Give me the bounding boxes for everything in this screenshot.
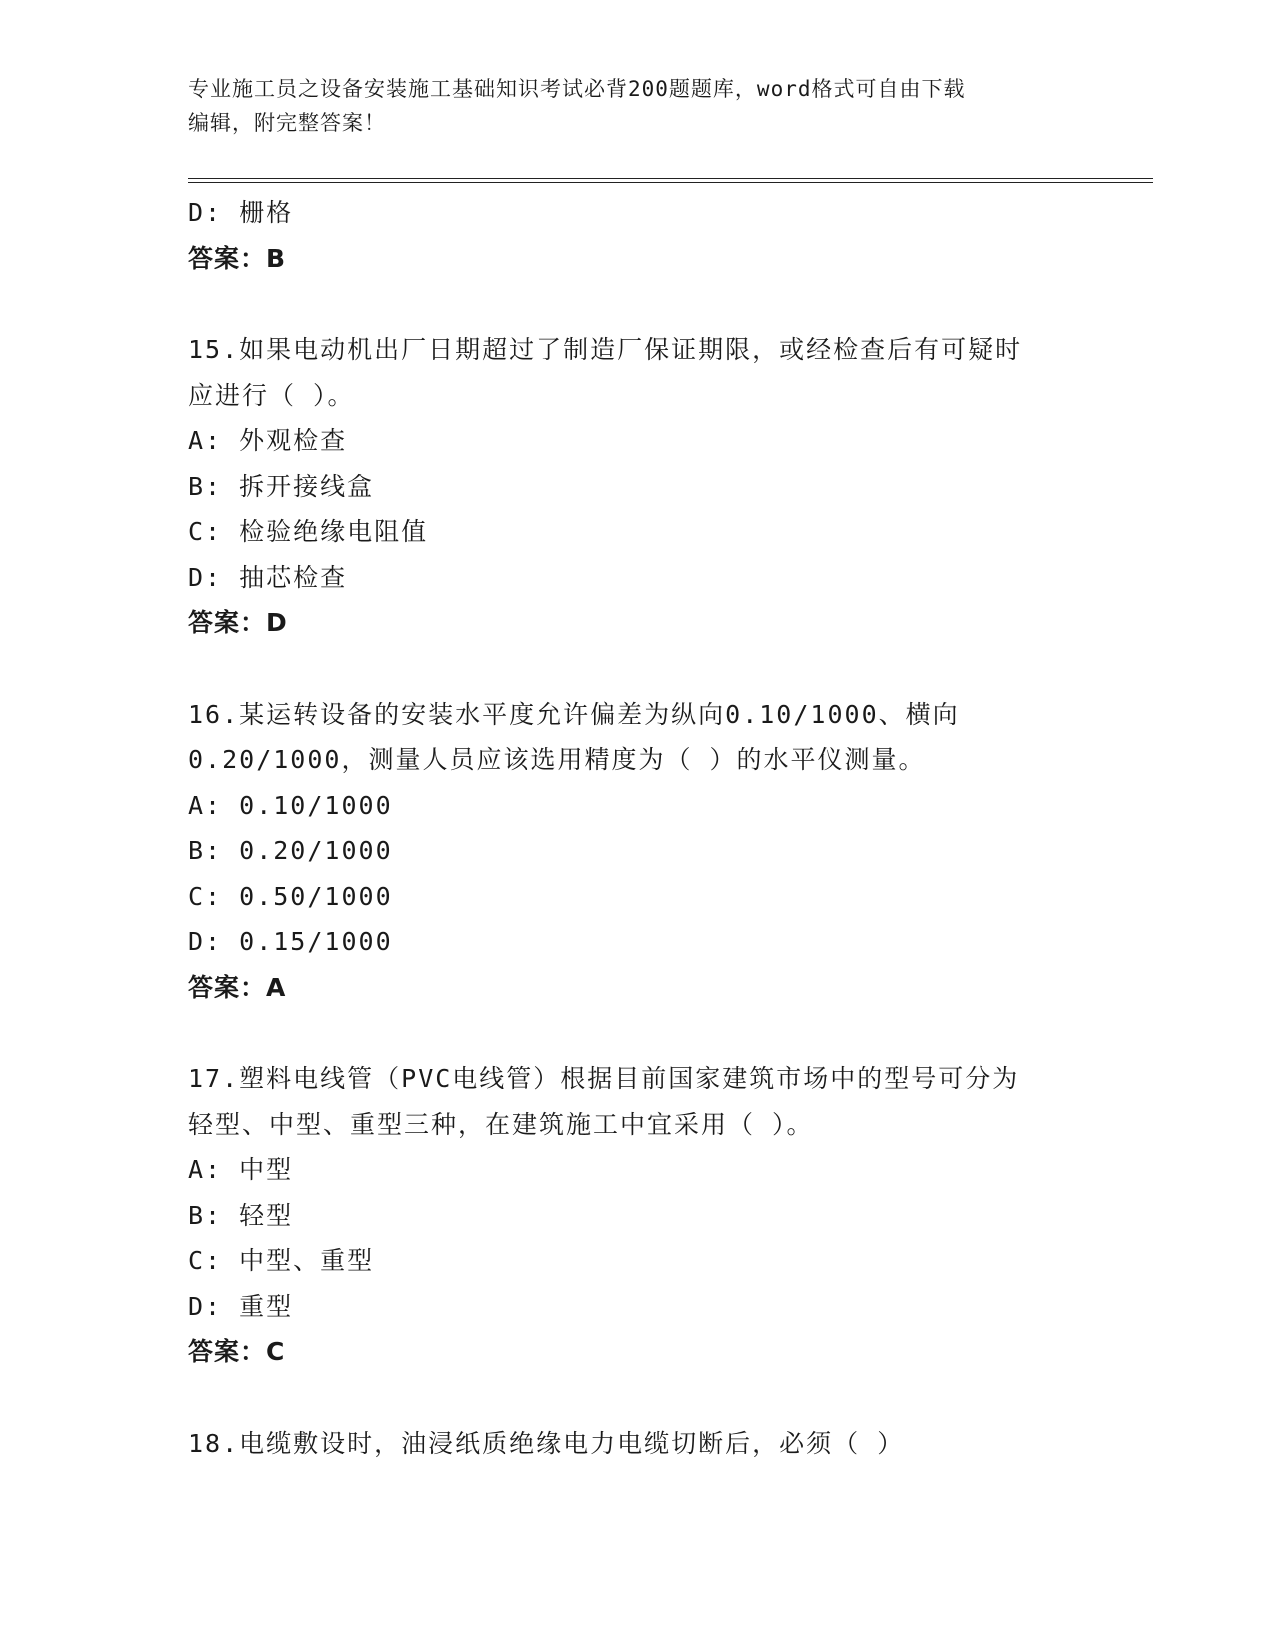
q15-option-d: D: 抽芯检查 [188,562,348,592]
q17-stem-line-2: 轻型、中型、重型三种，在建筑施工中宜采用（ ）。 [188,1109,814,1139]
q16-option-a: A: 0.10/1000 [188,790,393,820]
q14-answer: 答案：B [188,243,287,273]
header-title-line-1: 专业施工员之设备安装施工基础知识考试必背200题题库，word格式可自由下载 [188,77,966,101]
q15-option-b: B: 拆开接线盒 [188,471,375,501]
q16-option-d: D: 0.15/1000 [188,927,393,956]
q18-stem-line-1: 18.电缆敷设时，油浸纸质绝缘电力电缆切断后，必须（ ） [188,1428,905,1458]
q17-stem-line-1: 17.塑料电线管（PVC电线管）根据目前国家建筑市场中的型号可分为 [188,1064,1020,1093]
q16-answer: 答案：A [188,972,287,1002]
spacer [188,281,1153,327]
question-list [188,190,1153,1466]
q14-option-d: D: 栅格 [188,198,294,227]
q17-option-a: A: 中型 [188,1155,294,1184]
q17-answer: 答案：C [188,1337,286,1366]
q17-option-d: D: 重型 [188,1291,294,1321]
header-divider-bottom [188,182,1153,183]
header-title-line-2: 编辑，附完整答案！ [188,111,386,135]
header-divider-top [188,178,1153,179]
q15-option-c: C: 检验绝缘电阻值 [188,517,429,546]
q16-option-c: C: 0.50/1000 [188,881,393,911]
document-header [188,72,1068,140]
q16-option-b: B: 0.20/1000 [188,836,393,865]
q15-stem-line-2: 应进行（ ）。 [188,380,355,410]
spacer [188,1010,1153,1056]
q17-option-c: C: 中型、重型 [188,1246,375,1275]
spacer [188,646,1153,692]
q15-option-a: A: 外观检查 [188,426,348,455]
q16-stem-line-1: 16.某运转设备的安装水平度允许偏差为纵向0.10/1000、横向 [188,699,960,729]
q16-stem-line-2: 0.20/1000，测量人员应该选用精度为（ ）的水平仪测量。 [188,745,926,774]
q17-option-b: B: 轻型 [188,1200,294,1230]
spacer [188,1375,1153,1421]
q15-stem-line-1: 15.如果电动机出厂日期超过了制造厂保证期限，或经检查后有可疑时 [188,335,1023,364]
q15-answer: 答案：D [188,608,288,637]
